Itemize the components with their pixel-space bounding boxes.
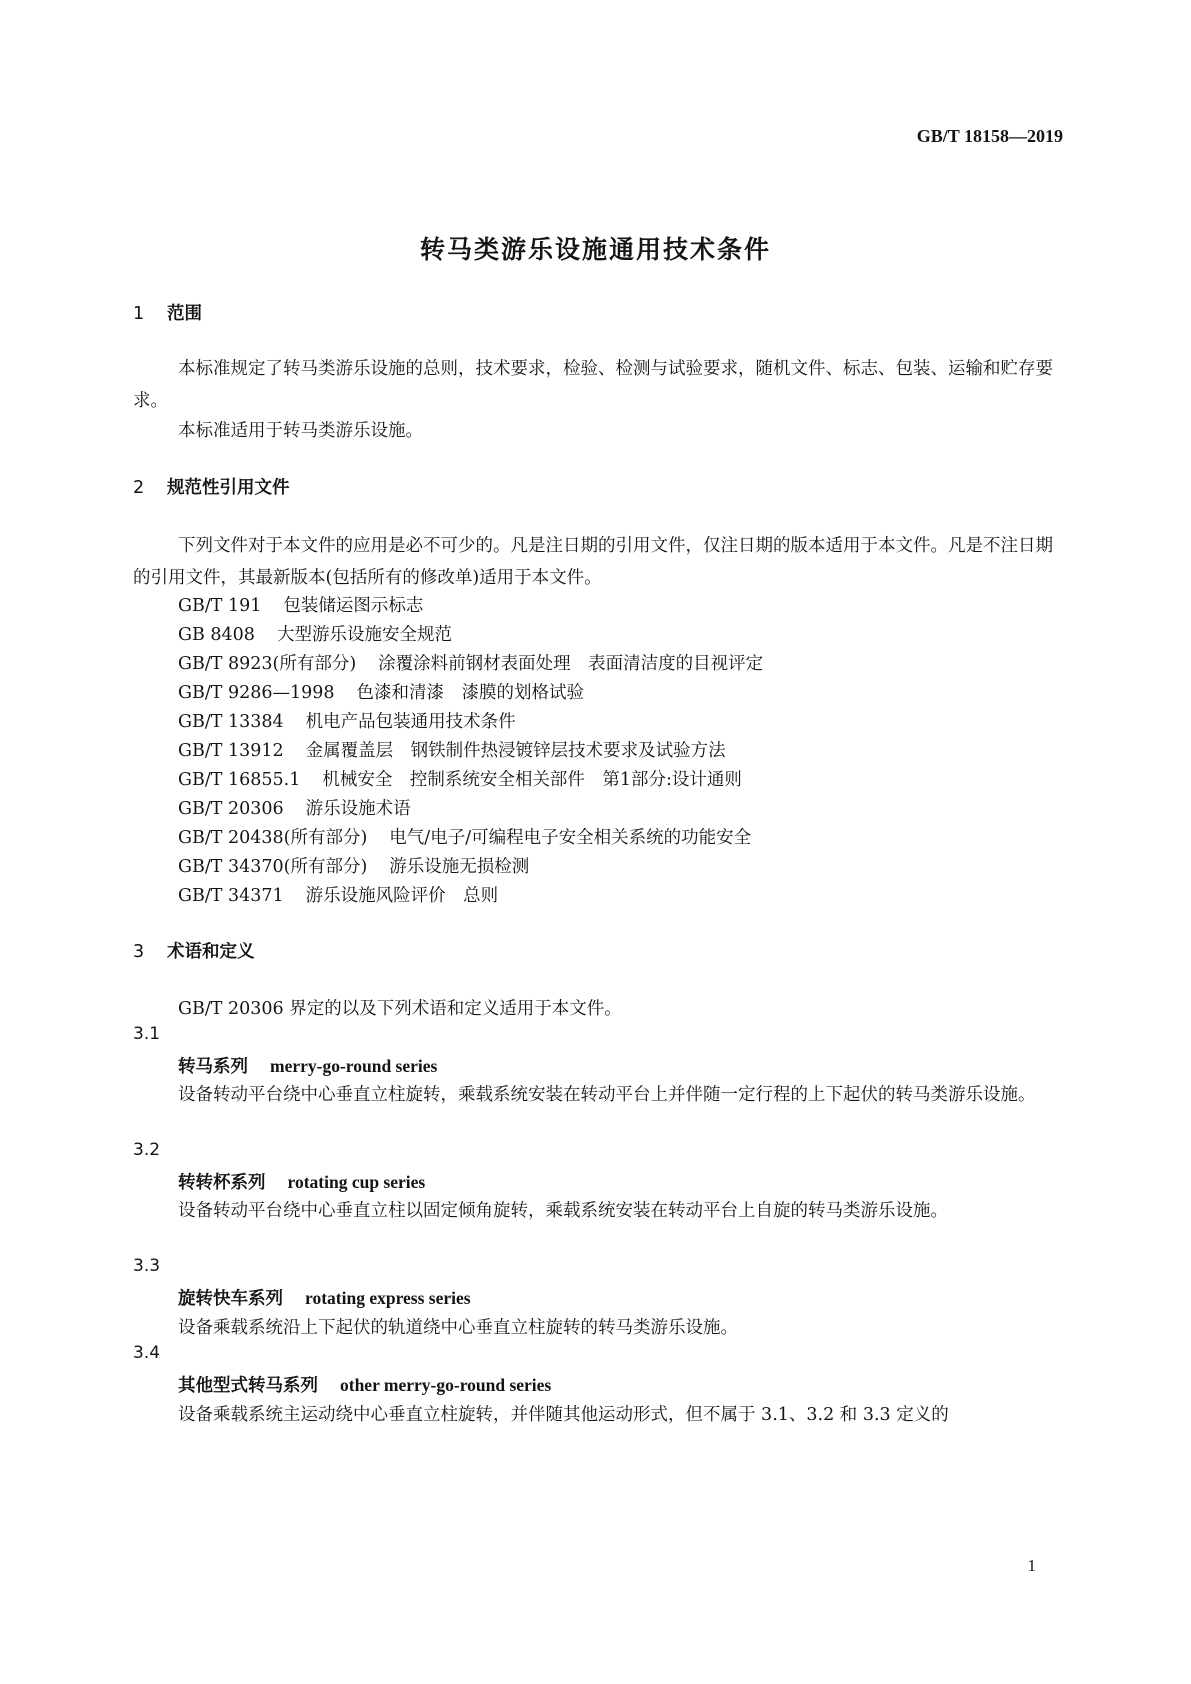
document-title: 转马类游乐设施通用技术条件	[419, 235, 771, 264]
section-number: 1	[133, 304, 145, 324]
reference-title: 大型游乐设施安全规范	[276, 625, 452, 645]
term-definition: 设备乘载系统主运动绕中心垂直立柱旋转，并伴随其他运动形式，但不属于 3.1、3.2 和 3.3 定义的	[178, 1405, 949, 1425]
paragraph: 本标准适用于转马类游乐设施。	[178, 421, 423, 441]
term-en: rotating express series	[305, 1288, 471, 1308]
clause-number: 3.4	[133, 1343, 161, 1363]
reference-title: 包装储运图示标志	[283, 596, 424, 616]
reference-title: 金属覆盖层 钢铁制件热浸镀锌层技术要求及试验方法	[305, 741, 726, 761]
paragraph: 下列文件对于本文件的应用是必不可少的。凡是注日期的引用文件，仅注日期的版本适用于本文件。凡是不注日期的引用文件，其最新版本(包括所有的修改单)适用于本文件。	[133, 536, 1053, 588]
term-en: rotating cup series	[287, 1172, 426, 1192]
reference-item	[178, 679, 584, 704]
reference-code: GB/T 20438(所有部分)	[178, 828, 368, 848]
term-heading	[178, 1285, 471, 1310]
section-number: 3	[133, 942, 145, 962]
section-title: 术语和定义	[167, 942, 255, 962]
section-title: 规范性引用文件	[167, 478, 290, 498]
reference-code: GB/T 20306	[178, 799, 284, 819]
term-definition: 设备转动平台绕中心垂直立柱以固定倾角旋转，乘载系统安装在转动平台上自旋的转马类游乐设施。	[178, 1201, 948, 1221]
section-number: 2	[133, 478, 145, 498]
term-zh: 转马系列	[178, 1057, 248, 1077]
reference-item	[178, 795, 411, 820]
standard-code: GB/T 18158—2019	[916, 126, 1063, 146]
section-title: 范围	[167, 304, 202, 324]
term-zh: 其他型式转马系列	[178, 1376, 318, 1396]
reference-code: GB/T 34371	[178, 886, 284, 906]
reference-code: GB 8408	[178, 625, 255, 645]
section-3-heading	[133, 938, 255, 963]
reference-title: 电气/电子/可编程电子安全相关系统的功能安全	[389, 828, 752, 848]
term-definition: 设备转动平台绕中心垂直立柱旋转，乘载系统安装在转动平台上并伴随一定行程的上下起伏的转马类游乐设施。	[178, 1085, 1036, 1105]
reference-item	[178, 621, 452, 646]
reference-title: 机械安全 控制系统安全相关部件 第1部分:设计通则	[322, 770, 742, 790]
reference-item	[178, 708, 516, 733]
term-definition: 设备乘载系统沿上下起伏的轨道绕中心垂直立柱旋转的转马类游乐设施。	[178, 1318, 738, 1338]
reference-item	[178, 766, 742, 791]
section-2-heading	[133, 474, 290, 499]
clause-number: 3.1	[133, 1024, 161, 1044]
term-en: merry-go-round series	[270, 1056, 438, 1076]
reference-item	[178, 853, 529, 878]
term-heading	[178, 1053, 437, 1078]
clause-number: 3.3	[133, 1256, 161, 1276]
reference-title: 游乐设施风险评价 总则	[305, 886, 499, 906]
reference-item	[178, 650, 763, 675]
term-zh: 旋转快车系列	[178, 1289, 283, 1309]
reference-code: GB/T 8923(所有部分)	[178, 654, 357, 674]
page-number: 1	[1027, 1556, 1036, 1575]
reference-item	[178, 737, 726, 762]
term-heading	[178, 1169, 425, 1194]
reference-code: GB/T 9286—1998	[178, 683, 335, 703]
reference-title: 游乐设施无损检测	[389, 857, 530, 877]
term-en: other merry-go-round series	[340, 1375, 552, 1395]
reference-title: 色漆和清漆 漆膜的划格试验	[356, 683, 585, 703]
reference-item	[178, 824, 751, 849]
term-heading	[178, 1372, 551, 1397]
paragraph: 本标准规定了转马类游乐设施的总则，技术要求，检验、检测与试验要求，随机文件、标志、包装、运输和贮存要求。	[133, 359, 1053, 411]
reference-code: GB/T 13384	[178, 712, 284, 732]
reference-item	[178, 882, 498, 907]
paragraph: GB/T 20306 界定的以及下列术语和定义适用于本文件。	[178, 999, 622, 1019]
clause-number: 3.2	[133, 1140, 161, 1160]
reference-title: 涂覆涂料前钢材表面处理 表面清洁度的目视评定	[378, 654, 764, 674]
reference-code: GB/T 191	[178, 596, 262, 616]
reference-item	[178, 592, 423, 617]
reference-title: 游乐设施术语	[305, 799, 411, 819]
reference-code: GB/T 13912	[178, 741, 284, 761]
reference-title: 机电产品包装通用技术条件	[305, 712, 516, 732]
term-zh: 转转杯系列	[178, 1173, 266, 1193]
reference-code: GB/T 16855.1	[178, 770, 301, 790]
section-1-heading	[133, 300, 202, 325]
reference-code: GB/T 34370(所有部分)	[178, 857, 368, 877]
